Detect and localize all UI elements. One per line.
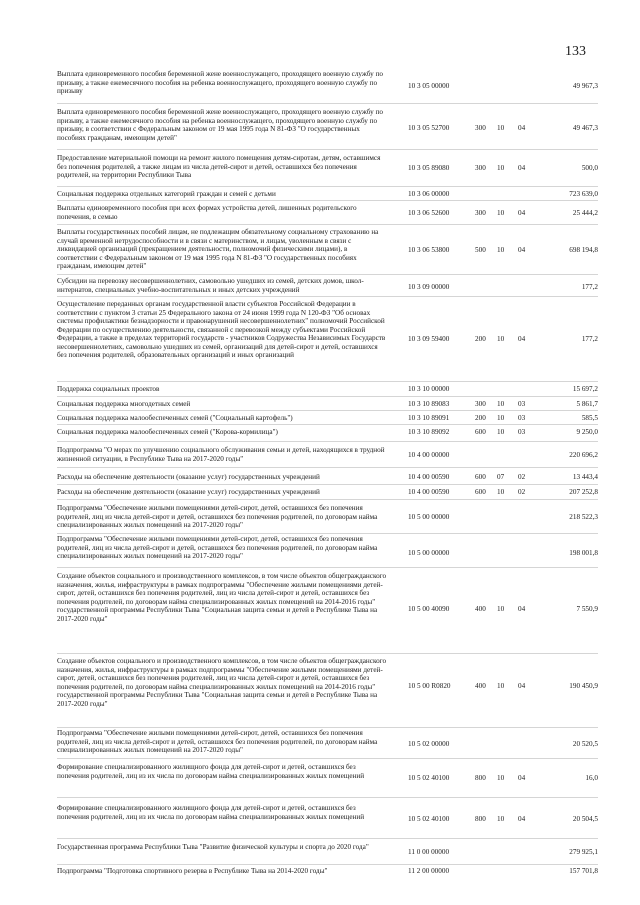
row-section: 10: [497, 414, 505, 422]
row-section: 10: [497, 164, 505, 172]
row-section: 10: [497, 124, 505, 132]
row-amount: 279 925,1: [569, 848, 598, 856]
row-subsection: 04: [518, 209, 526, 217]
row-description: Социальная поддержка малообеспеченных семей ("Социальный картофель"): [57, 414, 293, 422]
row-section: 10: [497, 682, 505, 690]
row-description: Формирование специализированного жилищного фонда для детей-сирот и детей, оставшихся без попечения родителей, лиц из их числа по договорам найма специализированных жилых помещений: [57, 804, 365, 821]
row-expense-type: 400: [475, 682, 486, 690]
row-code: 10 5 00 R0820: [408, 682, 451, 690]
row-amount: 20 520,5: [572, 740, 598, 748]
row-section: 10: [497, 428, 505, 436]
table-row: [0, 397, 640, 411]
row-code: 10 3 10 00000: [408, 385, 450, 393]
row-amount: 157 701,8: [569, 867, 598, 875]
row-amount: 218 522,3: [569, 513, 598, 521]
row-amount: 15 697,2: [572, 385, 598, 393]
row-code: 10 3 05 89080: [408, 164, 450, 172]
row-expense-type: 300: [475, 124, 486, 132]
row-expense-type: 800: [475, 774, 486, 782]
table-row: [0, 442, 640, 468]
row-code: 10 5 02 40100: [408, 815, 450, 823]
row-amount: 723 639,0: [569, 190, 598, 198]
row-code: 10 3 10 89083: [408, 400, 450, 408]
row-description: Подпрограмма "О мерах по улучшению социального обслуживания семьи и детей, находящихся в трудной жизненной ситуации, в Республике Тыва на 2017-2020 годы": [57, 446, 385, 463]
row-expense-type: 300: [475, 400, 486, 408]
row-subsection: 03: [518, 414, 526, 422]
row-amount: 49 467,3: [572, 124, 598, 132]
row-amount: 7 550,9: [576, 605, 598, 613]
table-row: [0, 201, 640, 225]
row-subsection: 04: [518, 246, 526, 254]
row-description: Выплата единовременного пособия беременной жене военнослужащего, проходящего военную службу по призыву, а также ежемесячного пособия на ребенка военнослужащего, проходящего военную службу по призыву, в соответствии с Федеральным законом от 19 мая 1995 года N 81-ФЗ "О государственных пособиях гражданам, имеющим детей": [57, 108, 384, 142]
row-code: 11 0 00 00000: [408, 848, 450, 856]
row-section: 10: [497, 335, 505, 343]
row-description: Государственная программа Республики Тыва "Развитие физической культуры и спорта до 2020 года": [57, 843, 369, 851]
table-row: [0, 411, 640, 425]
row-subsection: 04: [518, 164, 526, 172]
row-amount: 25 444,2: [572, 209, 598, 217]
row-description: Субсидии на перевозку несовершеннолетних, самовольно ушедших из семей, детских домов, школ-интернатов, специальных учебно-воспитательных и иных детских учреждений: [57, 277, 364, 294]
row-expense-type: 400: [475, 605, 486, 613]
row-section: 10: [497, 605, 505, 613]
row-code: 10 4 00 00590: [408, 488, 450, 496]
row-subsection: 02: [518, 488, 526, 496]
table-row: [0, 759, 640, 798]
row-amount: 585,5: [581, 414, 598, 422]
row-amount: 500,0: [581, 164, 598, 172]
row-description: Формирование специализированного жилищного фонда для детей-сирот и детей, оставшихся без попечения родителей, лиц из их числа по договорам найма специализированных жилых помещений: [57, 763, 365, 780]
row-description: Осуществление переданных органам государственной власти субъектов Российской Федерации в соответствии с пунктом 3 статьи 25 Федерального закона от 24 июня 1999 года N 120-ФЗ "Об основах системы профилактики безнадзорности и правонарушений несовершеннолетних" полномочий Российской Федерации по осуществлению деятельности, связанной с перевозкой между субъектами Российской Федерации, а также в пределах территорий государств - участников Содружества Независимых Государств несовершеннолетних, самовольно ушедших из семей, организаций для детей-сирот и детей, оставшихся без попечения родителей, образовательных организаций и иных организаций: [57, 300, 386, 359]
row-description: Выплата единовременного пособия беременной жене военнослужащего, проходящего военную службу по призыву, а также ежемесячного пособия на ребенка военнослужащего, проходящего военную службу по призыву: [57, 70, 384, 95]
row-amount: 220 696,2: [569, 451, 598, 459]
row-code: 10 3 06 52600: [408, 209, 450, 217]
table-row: [0, 187, 640, 201]
page-number: 133: [565, 44, 586, 59]
row-code: 10 5 02 00000: [408, 740, 450, 748]
row-description: Выплаты государственных пособий лицам, не подлежащим обязательному социальному страхованию на случай временной нетрудоспособности и в связи с материнством, и лицам, уволенным в связи с ликвидацией организаций (прекращением деятельности, полномочий физическими лицами), в соответствии с Федеральным законом от 19 мая 1995 года N 81-ФЗ "О государственных пособиях гражданам, имеющим детей": [57, 228, 379, 270]
row-code: 10 4 00 00590: [408, 473, 450, 481]
row-amount: 698 194,8: [569, 246, 598, 254]
row-code: 10 5 00 00000: [408, 513, 450, 521]
row-description: Подпрограмма "Обеспечение жилыми помещениями детей-сирот, детей, оставшихся без попечения родителей, лиц из числа детей-сирот и детей, оставшихся без попечения родителей, по договорам найма специализированных жилых помещений на 2017-2020 годы": [57, 504, 378, 529]
row-description: Создание объектов социального и производственного комплексов, в том числе объектов общегражданского назначения, жилья, инфраструктуры в рамках подпрограммы "Обеспечение жилыми помещениями детей-сирот, детей, оставшихся без попечения родителей, лиц из числа детей-сирот и детей, оставшихся без попечения родителей, по договорам найма специализированных жилых помещений на 2014-2016 годы" государственной программы Республики Тыва "Социальная защита семьи и детей в Республике Тыва на 2017-2020 годы": [57, 572, 387, 623]
row-description: Предоставление материальной помощи на ремонт жилого помещения детям-сиротам, детям, оставшимся без попечения родителей, а также лицам из числа детей-сирот и детей, оставшихся без попечения родителей, на территории Республики Тыва: [57, 154, 381, 179]
table-row: [0, 468, 640, 485]
row-amount: 190 450,9: [569, 682, 598, 690]
row-amount: 5 861,7: [576, 400, 598, 408]
table-row: [0, 568, 640, 654]
row-code: 10 5 00 00000: [408, 549, 450, 557]
row-section: 10: [497, 400, 505, 408]
table-row: [0, 150, 640, 187]
row-code: 10 5 02 40100: [408, 774, 450, 782]
row-code: 10 4 00 00000: [408, 451, 450, 459]
row-description: Выплаты единовременного пособия при всех формах устройства детей, лишенных родительского попечения, в семью: [57, 204, 357, 221]
table-row: [0, 225, 640, 275]
row-description: Социальная поддержка отдельных категорий граждан и семей с детьми: [57, 190, 276, 198]
row-section: 10: [497, 246, 505, 254]
row-subsection: 04: [518, 815, 526, 823]
row-section: 10: [497, 209, 505, 217]
row-section: 10: [497, 815, 505, 823]
table-row: [0, 865, 640, 879]
row-expense-type: 600: [475, 428, 486, 436]
table-row: [0, 66, 640, 104]
row-section: 10: [497, 774, 505, 782]
table-row: [0, 654, 640, 728]
row-expense-type: 600: [475, 488, 486, 496]
row-code: 10 3 10 89091: [408, 414, 450, 422]
row-expense-type: 300: [475, 209, 486, 217]
row-subsection: 04: [518, 335, 526, 343]
row-expense-type: 200: [475, 335, 486, 343]
row-amount: 177,2: [581, 283, 598, 291]
row-description: Расходы на обеспечение деятельности (оказание услуг) государственных учреждений: [57, 488, 320, 496]
row-code: 10 3 09 59400: [408, 335, 450, 343]
table-row: [0, 798, 640, 839]
row-subsection: 04: [518, 124, 526, 132]
table-row: [0, 839, 640, 865]
row-amount: 207 252,8: [569, 488, 598, 496]
row-section: 07: [497, 473, 505, 481]
row-description: Подпрограмма "Подготовка спортивного резерва в Республике Тыва на 2014-2020 годы": [57, 867, 328, 875]
row-description: Подпрограмма "Обеспечение жилыми помещениями детей-сирот, детей, оставшихся без попечения родителей, лиц из числа детей-сирот и детей, оставшихся без попечения родителей, по договорам найма специализированных жилых помещений на 2017-2020 годы": [57, 729, 378, 754]
row-subsection: 04: [518, 682, 526, 690]
row-code: 11 2 00 00000: [408, 867, 450, 875]
row-code: 10 3 10 89092: [408, 428, 450, 436]
row-subsection: 03: [518, 400, 526, 408]
row-subsection: 02: [518, 473, 526, 481]
row-subsection: 03: [518, 428, 526, 436]
row-description: Поддержка социальных проектов: [57, 385, 160, 393]
row-description: Подпрограмма "Обеспечение жилыми помещениями детей-сирот, детей, оставшихся без попечения родителей, лиц из числа детей-сирот и детей, оставшихся без попечения родителей, по договорам найма специализированных жилых помещений на 2017-2020 годы": [57, 535, 378, 560]
row-description: Создание объектов социального и производственного комплексов, в том числе объектов общегражданского назначения, жилья, инфраструктуры в рамках подпрограммы "Обеспечение жилыми помещениями детей-сирот, детей, оставшихся без попечения родителей, лиц из числа детей-сирот и детей, оставшихся без попечения родителей, по договорам найма специализированных жилых помещений на 2014-2016 годы" государственной программы Республики Тыва "Социальная защита семьи и детей в Республике Тыва на 2017-2020 годы": [57, 657, 387, 708]
row-amount: 13 443,4: [572, 473, 598, 481]
row-expense-type: 500: [475, 246, 486, 254]
row-amount: 177,2: [581, 335, 598, 343]
row-code: 10 3 09 00000: [408, 283, 450, 291]
row-subsection: 04: [518, 605, 526, 613]
row-description: Социальная поддержка малообеспеченных семей ("Корова-кормилица"): [57, 428, 278, 436]
row-amount: 9 250,0: [576, 428, 598, 436]
row-section: 10: [497, 488, 505, 496]
row-code: 10 3 05 52700: [408, 124, 450, 132]
row-amount: 20 504,5: [572, 815, 598, 823]
row-amount: 198 001,8: [569, 549, 598, 557]
table-row: [0, 500, 640, 534]
table-row: [0, 485, 640, 500]
row-description: Расходы на обеспечение деятельности (оказание услуг) государственных учреждений: [57, 473, 320, 481]
row-amount: 16,0: [585, 774, 598, 782]
table-row: [0, 297, 640, 382]
row-code: 10 5 00 40090: [408, 605, 450, 613]
table-row: [0, 275, 640, 297]
row-expense-type: 200: [475, 414, 486, 422]
row-description: Социальная поддержка многодетных семей: [57, 400, 191, 408]
row-code: 10 3 06 53800: [408, 246, 450, 254]
row-expense-type: 800: [475, 815, 486, 823]
table-row: [0, 534, 640, 568]
row-expense-type: 600: [475, 473, 486, 481]
table-row: [0, 104, 640, 150]
budget-table: [0, 66, 640, 879]
table-row: [0, 425, 640, 442]
row-code: 10 3 06 00000: [408, 190, 450, 198]
row-expense-type: 300: [475, 164, 486, 172]
table-row: [0, 382, 640, 397]
row-amount: 49 967,3: [572, 82, 598, 90]
table-row: [0, 728, 640, 759]
row-subsection: 04: [518, 774, 526, 782]
row-code: 10 3 05 00000: [408, 82, 450, 90]
